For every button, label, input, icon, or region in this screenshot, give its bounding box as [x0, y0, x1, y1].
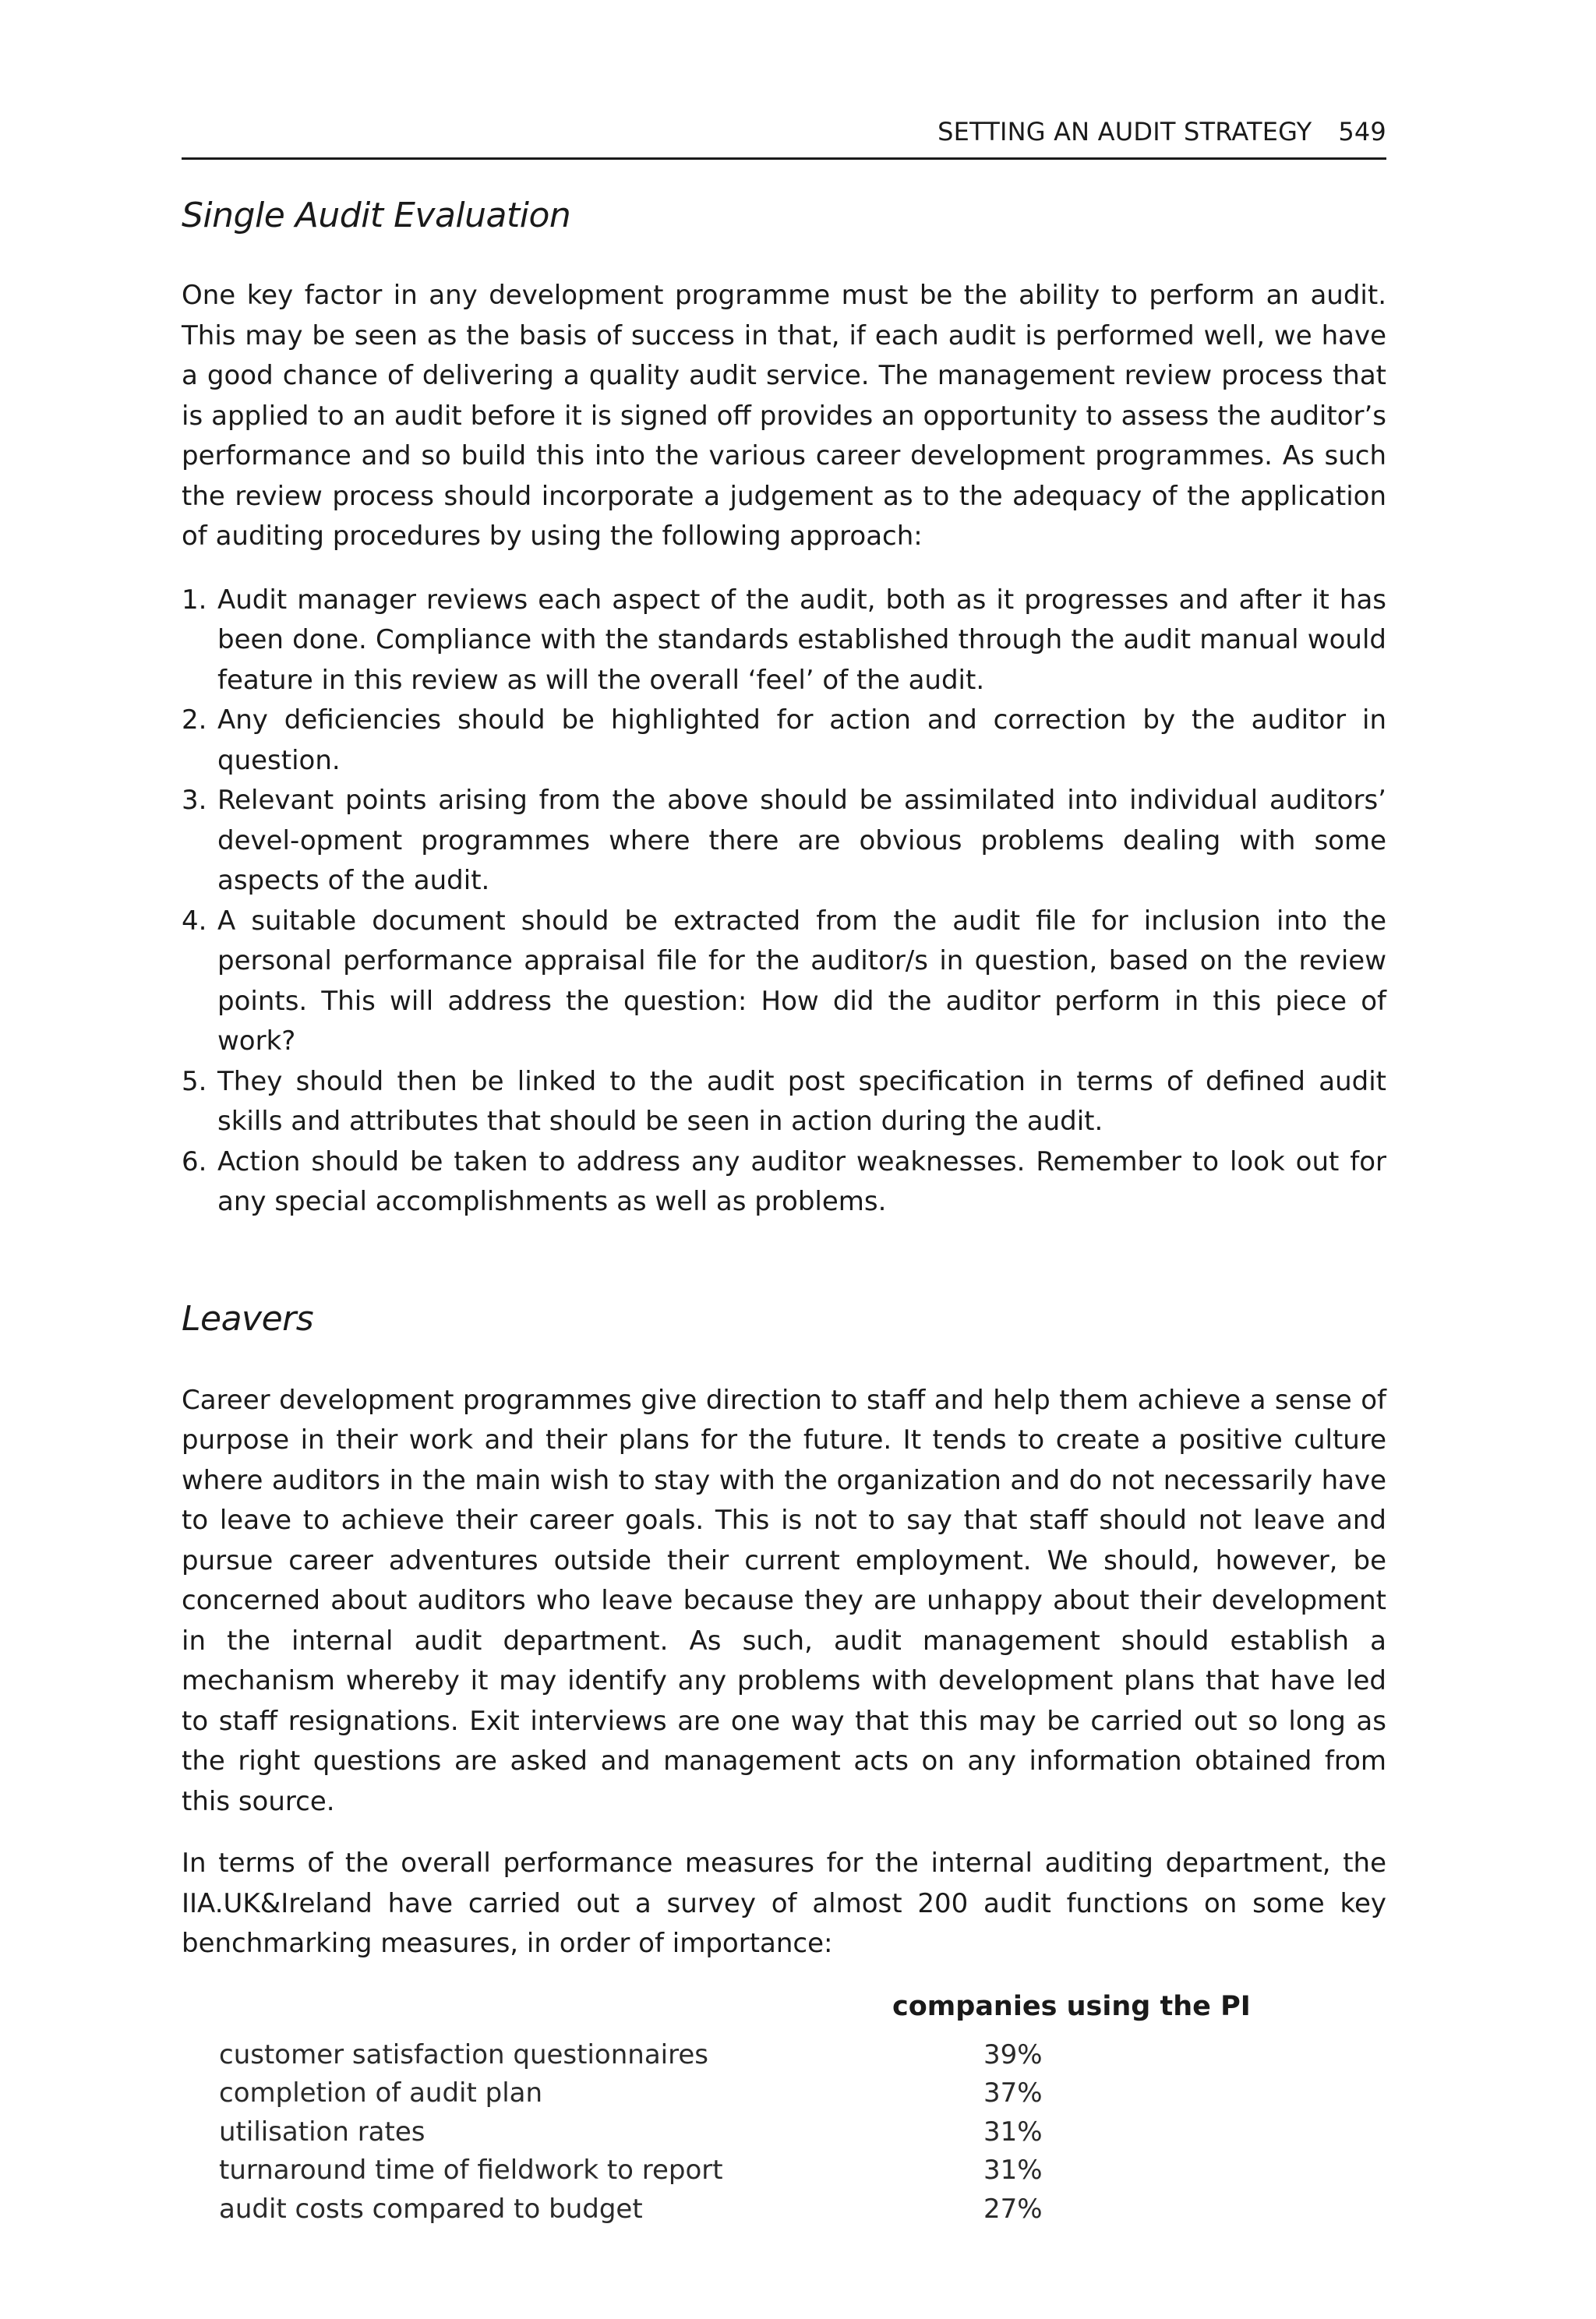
running-head-title: SETTING AN AUDIT STRATEGY [937, 117, 1312, 146]
list-item: 3. Relevant points arising from the above should be assimilated into individual auditors’ devel-opment programmes where there are obvious problems dealing with some aspects of the audit. [182, 785, 1386, 896]
table-row [182, 2151, 1386, 2190]
percent-cell: 27% [983, 2193, 1043, 2225]
running-head [182, 117, 1386, 160]
list-item: 5. They should then be linked to the audit post specification in terms of defined audit skills and attributes that should be seen in action during the audit. [182, 1065, 1386, 1137]
table-header-row [182, 1988, 1386, 2036]
measure-cell: completion of audit plan [219, 2077, 543, 2109]
leavers-paragraph-2: In terms of the overall performance measures for the internal auditing department, the IIA.UK&Ireland have carried out a survey of almost 200 audit functions on some key benchmarking measures, in order of importance: [182, 1848, 1386, 1959]
table-row [182, 2036, 1386, 2075]
leavers-paragraph-1: Career development programmes give direction to staff and help them achieve a sense of purpose in their work and their plans for the future. It tends to create a positive culture where auditors in the main wish to stay with the organization and do not necessarily have to leave to achieve their career goals. This is not to say that staff should not leave and pursue career adventures outside their current employment. We should, however, be concerned about auditors who leave because they are unhappy about their development in the internal audit department. As such, audit management should establish a mechanism whereby it may identify any problems with development plans that have led to staff resignations. Exit interviews are one way that this may be carried out so long as the right questions are asked and management acts on any information obtained from this source. [182, 1384, 1386, 1817]
list-item: 4. A suitable document should be extracted from the audit file for inclusion into the personal performance appraisal file for the auditor/s in question, based on the review points. This will address the question: How did the auditor perform in this piece of work? [182, 905, 1386, 1057]
section-heading-leavers: Leavers [182, 1298, 314, 1339]
measure-cell: utilisation rates [219, 2116, 425, 2148]
measure-cell: turnaround time of fieldwork to report [219, 2155, 723, 2186]
section-heading-single-audit-evaluation: Single Audit Evaluation [182, 196, 571, 235]
page-number: 549 [1338, 117, 1386, 146]
percent-cell: 37% [983, 2077, 1043, 2109]
measure-cell: customer satisfaction questionnaires [219, 2038, 708, 2070]
table-row [182, 2074, 1386, 2113]
table-row [182, 2113, 1386, 2152]
book-page [182, 117, 1386, 2229]
performance-indicator-table [182, 1988, 1386, 2229]
measure-cell: audit costs compared to budget [219, 2193, 643, 2225]
list-item: 2. Any deficiencies should be highlighted for action and correction by the auditor in question. [182, 704, 1386, 776]
table-row [182, 2190, 1386, 2229]
percent-cell: 31% [983, 2116, 1043, 2148]
companies-column-header: companies using the PI [892, 1990, 1251, 2022]
percent-cell: 31% [983, 2155, 1043, 2186]
measure-column-header [182, 1988, 892, 2036]
list-item: 1. Audit manager reviews each aspect of the audit, both as it progresses and after it has been done. Compliance with the standards established through the audit manual would feature in this review as will the overall ‘feel’ of the audit. [182, 584, 1386, 696]
list-item: 6. Action should be taken to address any auditor weaknesses. Remember to look out for any special accomplishments as well as problems. [182, 1145, 1386, 1217]
section1-intro-paragraph: One key factor in any development programme must be the ability to perform an audit. This may be seen as the basis of success in that, if each audit is performed well, we have a good chance of delivering a quality audit service. The management review process that is applied to an audit before it is signed off provides an opportunity to assess the auditor’s performance and so build this into the various career development programmes. As such the review process should incorporate a judgement as to the adequacy of the application of auditing procedures by using the following approach: [182, 280, 1386, 552]
percent-cell: 39% [983, 2038, 1043, 2070]
review-steps-list [182, 581, 1386, 1223]
